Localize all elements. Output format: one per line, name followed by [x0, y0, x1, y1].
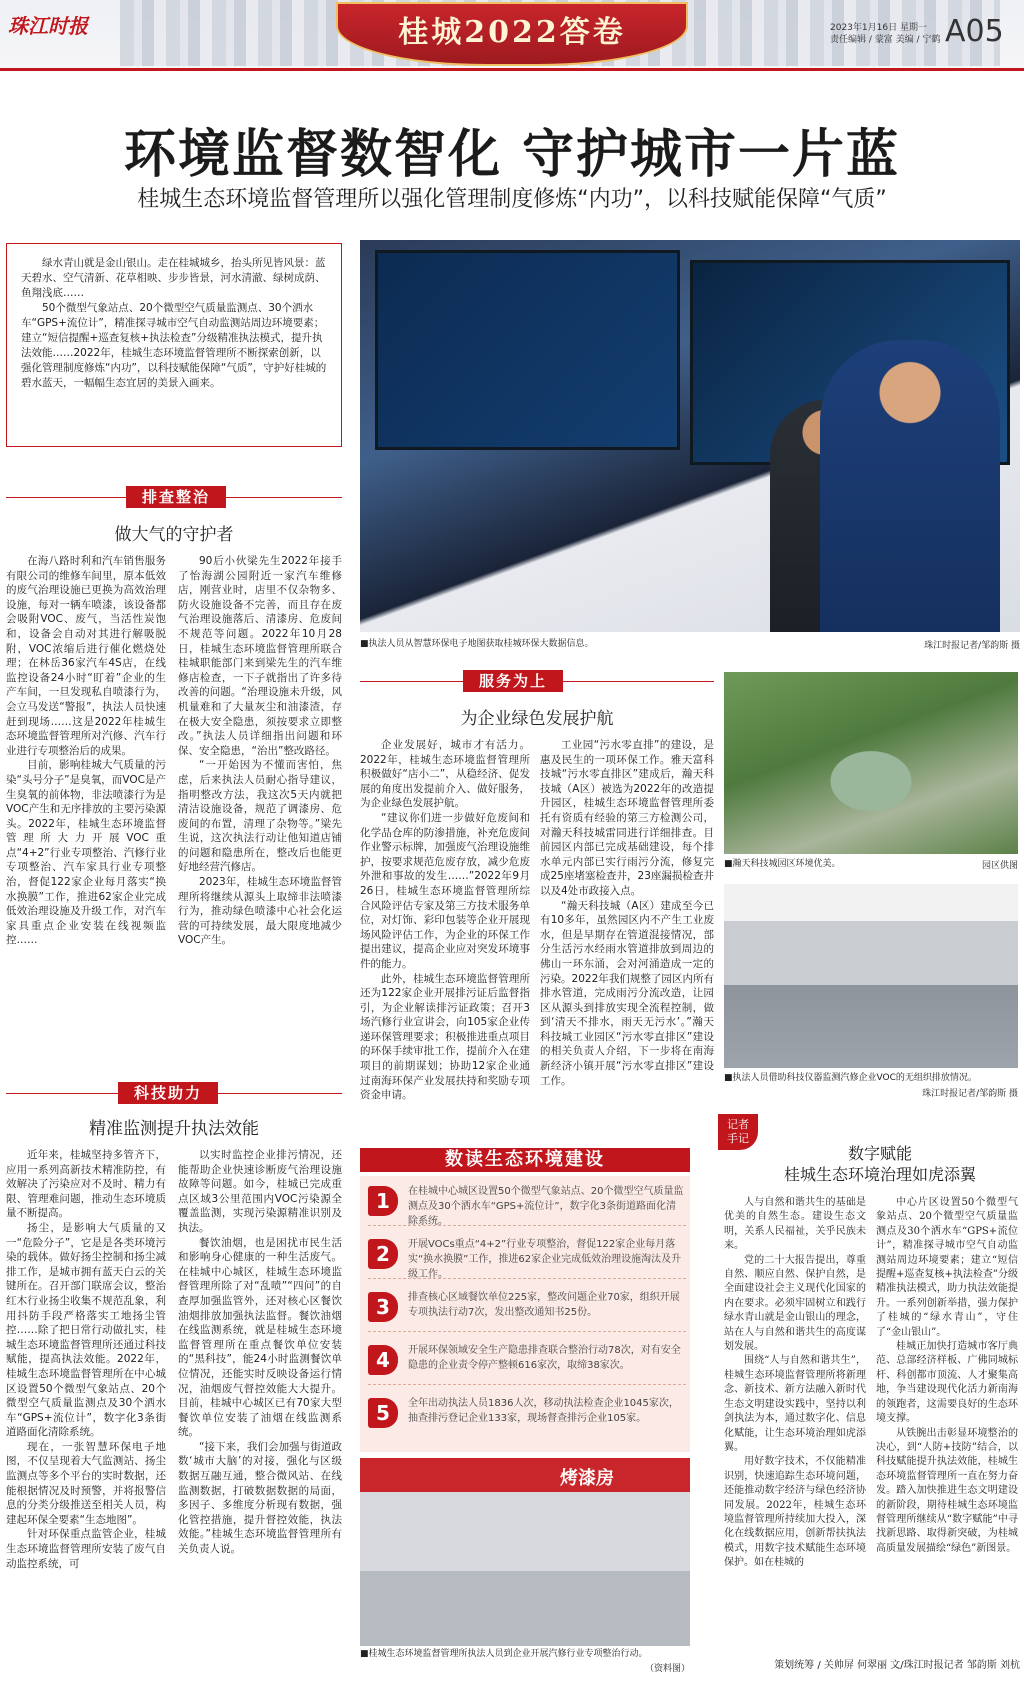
data-item-number: 5	[368, 1398, 398, 1428]
data-item	[368, 1233, 686, 1279]
photo-car-workshop	[724, 884, 1018, 1068]
body-paragraph: 在海八路时利和汽车销售服务有限公司的维修车间里，原本低效的废气治理设施已更换为高效治理设施，每对一辆车喷漆，该设备都会吸附VOC、废气，当活性炭饱和，设备会自动对其进行解吸脱附，VOC浓缩后进行催化燃烧处理；在林岳36家汽车4S店，在线监控设备24小时“盯着”企业的生产车间，一旦发现私自喷漆行为，会立马发送“警报”，执法人员快速赶到现场……这是2022年桂城生态环境监督管理所对汽修、汽车行业进行专项整治后的成果。	[6, 555, 166, 757]
photo-main-caption: ■执法人员从智慧环保电子地图获取桂城环保大数据信息。	[360, 639, 594, 649]
badge-text: 记者	[727, 1118, 749, 1131]
body-paragraph: 此外，桂城生态环境监督管理所还为122家企业开展排污证后监督指引，为企业解读排污证政策；召开3场汽修行业宣讲会，向105家企业传递环保管理要求；积极推进重点项目的环保手续审批工作，提前介入在建项目的前期谋划；协助12家企业通过南海环保产业发展扶持和奖励专项资金申请。	[360, 972, 530, 1102]
data-item-number: 4	[368, 1345, 398, 1375]
body-paragraph: 中心片区设置50个微型气象站点、20个微型空气质量监测点及30个洒水车“GPS+流位计”，精准探寻城市空气自动监测站周边环境要素；建立“短信提醒+巡查复核+执法检查”分级精准执法模式，助力执法效能提升。一系列创新举措，强力保护了桂城的“绿水青山”，守住了“金山银山”。	[876, 1197, 1018, 1338]
data-item	[368, 1339, 686, 1385]
intro-box	[6, 243, 342, 447]
note-title-line: 桂城生态环境治理如虎添翼	[783, 1165, 976, 1184]
body-paragraph: 从铁腕出击彰显环境整治的决心，到“人防+技防”结合，以科技赋能提升执法效能，桂城生态环境监督管理所一直在努力奋发。踏入加快推进生态文明建设的新阶段，期待桂城生态环境监督管理所继续从“数字赋能”中寻找新思路、取得新突破，为桂城高质量发展描绘“绿色”新图景。	[876, 1427, 1018, 1554]
body-paragraph: 党的二十大报告提出，尊重自然、顺应自然、保护自然，是全面建设社会主义现代化国家的内在要求。必须牢固树立和践行绿水青山就是金山银山的理念，站在人与自然和谐共生的高度谋划发展。	[724, 1254, 866, 1353]
photo-main-person	[820, 340, 1000, 632]
issue-date: 2023年1月16日 星期一	[830, 23, 927, 33]
data-panel-title: 数读生态环境建设	[360, 1148, 690, 1172]
paint-booth-sign: 烤漆房	[560, 1468, 614, 1489]
data-item-text: 排查核心区域餐饮单位225家，整改问题企业70家，组织开展专项执法行动7次，发出整改通知书25份。	[408, 1292, 680, 1318]
subheadline: 桂城生态环境监督管理所以强化管理制度修炼“内功”，以科技赋能保障“气质”	[137, 187, 887, 212]
photo-park	[724, 672, 1018, 854]
photo-main-screen	[375, 250, 680, 450]
headline: 环境监督数智化 守护城市一片蓝	[123, 125, 901, 185]
data-item-number: 2	[368, 1239, 398, 1269]
data-item-text: 开展环保领域安全生产隐患排查联合整治行动78次，对有安全隐患的企业责令停产整顿616家次，取缔38家次。	[408, 1345, 681, 1371]
section-title: 做大气的守护者	[114, 525, 234, 545]
body-paragraph: 现在，一张智慧环保电子地图，不仅呈现着大气监测站、扬尘监测点等多个平台的实时数据，还能根据情况及时预警，并将报警信息的分类分级推送至相关人员，构建起环保全要素“生态地图”。	[6, 1440, 166, 1526]
section-title: 精准监测提升执法效能	[89, 1119, 259, 1139]
body-paragraph: 2023年，桂城生态环境监督管理所将继续从源头上取缔非法喷漆行为，推动绿色喷漆中心社会化运营的可持续发展，最大限度地减少VOC产生。	[178, 876, 342, 947]
body-paragraph: 近年来，桂城坚持多管齐下，应用一系列高新技术精准防控，有效解决了污染应对不及时、精力有限、管理难问题，推动生态环境质量不断提高。	[6, 1149, 166, 1220]
footer-credits: 策划统筹 / 关帅屏 何翠丽 文/珠江时报记者 邹韵斯 刘杭	[774, 1660, 1020, 1671]
body-paragraph: 用好数字技术，不仅能精准识别，快速追踪生态环境问题，还能推动数字经济与绿色经济协同发展。2022年，桂城生态环境监督管理所持续加大投入，深化在线数据应用，创新帮扶执法模式，用数字技术赋能生态环境保护。如在桂城的	[724, 1456, 866, 1569]
masthead-rule	[0, 68, 1024, 71]
badge-text: 手记	[727, 1132, 749, 1145]
data-item	[368, 1180, 686, 1226]
body-paragraph: “接下来，我们会加强与街道政数‘城市大脑’的对接，强化与区级数据互融互通，整合微风站、在线监测数据，打破数据数据的局面，多因子、多维度分析现有数据，强化管控措施，提升督控效能，执法效能。”桂城生态环境监督管理所有关负责人说。	[178, 1440, 342, 1556]
note-column-b	[876, 1196, 1018, 1652]
section1-column-a	[6, 554, 166, 1044]
body-paragraph: 人与自然和谐共生的基础是优美的自然生态。建设生态文明，关系人民福祉，关乎民族未来。	[724, 1197, 866, 1252]
photo-park-caption: ■瀚天科技城园区环境优美。	[724, 859, 841, 869]
intro-paragraph: 绿水青山就是金山银山。走在桂城城乡，抬头所见皆风景：蓝天碧水、空气清新、花草相映、步步皆景，河水清澈、绿树成荫、鱼翔浅底……	[21, 257, 326, 299]
reporter-note-title	[740, 1143, 1020, 1185]
section3-column-a	[360, 738, 530, 1138]
body-paragraph: 针对环保重点监管企业，桂城生态环境监督管理所安装了废气自动监控系统，可	[6, 1528, 166, 1570]
body-paragraph: 企业发展好，城市才有活力。2022年，桂城生态环境监督管理所积极做好“店小二”，从稳经济、促发展的角度出发提前介入、做好服务，为企业绿色发展护航。	[360, 739, 530, 810]
body-paragraph: 餐饮油烟，也是困扰市民生活和影响身心健康的一种生活废气。在桂城中心城区，桂城生态环境监督管理所除了对“乱喷”“四问”的自查厚加强监管外，还对核心区餐饮油烟排放加强执法监督。餐饮油烟在线监测系统，就是桂城生态环境监督管理所在重点餐饮单位安装的“黑科技”，能24小时监测餐饮单位情况，还能实时反映设备运行情况，油烟废气督控效能大大提升。目前，桂城中心城区已有70家大型餐饮单位安装了油烟在线监测系统。	[178, 1236, 342, 1439]
page-number: A05	[945, 14, 1004, 49]
section-banner: 桂城2022答卷	[336, 2, 688, 66]
newspaper-logo: 珠江时报	[8, 14, 88, 38]
body-paragraph: 扬尘，是影响大气质量的又一“危险分子”，它是是各类环境污染的载体。做好扬尘控制和扬尘减排工作，是城市拥有蓝天白云的关键所在。召开部门联席会议，整治红木行业扬尘收集不规范乱象，利用抖防手段严格落实工地扬尘管控……除了把日常行动做扎实，桂城生态环境监督管理所还通过科技赋能，提高执法效能。2022年，桂城生态环境监督管理所在中心城区设置50个微型气象站点、20个微型空气质量监测点及30个洒水车“GPS+流位计”，数字化3条街道路面化清除系统。	[6, 1221, 166, 1439]
photo-park-credit: 园区供图	[981, 861, 1018, 871]
section2-column-a	[6, 1148, 166, 1674]
photo-shop-credit: （资料图）	[644, 1664, 690, 1674]
body-paragraph: 90后小伙梁先生2022年接手了怡海湖公园附近一家汽车维修店，刚营业时，店里不仅杂物多、防火设施设备不完善，而且存在废气治理设施落后、清漆房、危废间不规范等问题。2022年10月28日，桂城生态环境监督管理所联合桂城职能部门来到梁先生的汽车维修店检查，一下子就指出了许多待改善的问题。“治理设施未升级，风机量难和了大量灰尘和油漆渣，存在极大安全隐患，须按要求立即整改。”执法人员详细指出问题和环保、安全隐患，“治出”整改路径。	[178, 555, 342, 757]
section-tag: 科技助力	[118, 1082, 218, 1104]
section2-column-b	[178, 1148, 342, 1674]
photo-car-caption: ■执法人员借助科技仪器监测汽修企业VOC的无组织排放情况。	[724, 1073, 977, 1083]
body-paragraph: 围绕“人与自然和谐共生”，桂城生态环境监督管理所将新理念、新技术、新方法融入新时代生态文明建设实践中，坚持以利剑执法为本，通过数字化、信息化赋能，让生态环境治理如虎添翼。	[724, 1355, 866, 1453]
body-paragraph: 桂城正加快打造城市客厅典范、总部经济样板、广佛同城标杆、科创都市顶流、人才聚集高地，争当建设现代化活力新南海的领跑者，这需要良好的生态环境支撑。	[876, 1341, 1018, 1425]
body-paragraph: “一开始因为不懂而害怕，焦虑，后来执法人员耐心指导建议，指明整改方法，我这次5天内就把清洁设施设备，规范了调漆房、危废间的布置，清理了杂物等。”梁先生说，这次执法行动让他知道店铺的问题和隐患所在，整改后也能更好地经营汽修店。	[178, 759, 342, 874]
note-column-a	[724, 1196, 866, 1652]
section1-column-b	[178, 554, 342, 1044]
data-item-text: 在桂城中心城区设置50个微型气象站点、20个微型空气质量监测点及30个洒水车“GPS+流位计”，数字化3条街道路面化清除系统。	[408, 1186, 684, 1227]
photo-paint-booth	[360, 1458, 690, 1646]
photo-shop-caption: ■桂城生态环境监督管理所执法人员到企业开展汽修行业专项整治行动。	[360, 1649, 648, 1659]
body-paragraph: 工业园“污水零直排”的建设，是惠及民生的一项环保工作。雅天富科技城“污水零直排区”建成后，瀚天科技城（A区）被选为2022年的改造提升园区，桂城生态环境监督管理所委托有资质有经验的第三方检测公司，对瀚天科技城雷同进行详细排查。目前园区内部已完成基础建设，每个排水单元内部已实行雨污分流，修复完成25座堵塞检查井，23座漏损检查井以及4处市政接入点。	[540, 739, 714, 897]
note-title-line: 数字赋能	[847, 1144, 912, 1163]
data-item	[368, 1392, 686, 1438]
data-item-text: 全年出动执法人员1836人次，移动执法检查企业1045家次，抽查排污登记企业133家，现场督查排污企业105家。	[408, 1398, 679, 1424]
body-paragraph: “瀚天科技城（A区）建成至今已有10多年，虽然园区内不产生工业废水，但是早期存在管道混接情况，部分生活污水经雨水管道排放到周边的佛山一环东涌，会对河涌造成一定的污染。2022年我们规整了园区内所有排水管道，完成雨污分流改造，让园区从源头到排放实现全流程控制，做到‘清天不排水，雨天无污水’。”瀚天科技城工业园区“污水零直排区”建设的相关负责人介绍，下一步将在南海新经济小镇开展“污水零直排区”建设工作。	[540, 899, 714, 1087]
photo-main-credit: 珠江时报记者/邹韵斯 摄	[924, 641, 1020, 651]
editor-credit: 责任编辑 / 蒙富 美编 / 宁鹤	[830, 35, 941, 45]
data-item-number: 3	[368, 1292, 398, 1322]
body-paragraph: 以实时监控企业排污情况，还能帮助企业快速诊断废气治理设施故障等问题。如今，桂城已完成重点区域3公里范围内VOC污染源全覆盖监测，实现污染源精准识别及执法。	[178, 1149, 342, 1234]
section-title: 为企业绿色发展护航	[460, 709, 614, 729]
data-item	[368, 1286, 686, 1332]
section-tag: 排查整治	[126, 486, 226, 508]
section3-column-b	[540, 738, 714, 1138]
intro-paragraph: 50个微型气象站点、20个微型空气质量监测点、30个洒水车“GPS+流位计”，精准探寻城市空气自动监测站周边环境要素；建立“短信提醒+巡查复核+执法检查”分级精准执法模式，提升执法效能……2022年，桂城生态环境监督管理所不断探索创新，以强化管理制度修炼“内功”，以科技赋能保障“气质”，守护好桂城的碧水蓝天，一幅幅生态宜居的美景入画来。	[21, 302, 327, 389]
section-tag: 服务为上	[463, 670, 563, 692]
body-paragraph: 目前，影响桂城大气质量的污染“头号分子”是臭氧，而VOC是产生臭氧的前体物，非法喷漆行为是VOC产生和无序排放的主要污染源头。2022年，桂城生态环境监督管理所大力开展VOC重点“4+2”行业专项整治、汽修行业专项整治、汽车家具行业专项整治，督促122家企业每月落实“换水换膜”工作，推进62家企业完成低效治理设施及升级工作，对汽车家具重点企业安装在线视频监控……	[6, 759, 166, 947]
data-item-text: 开展VOCs重点“4+2”行业专项整治，督促122家企业每月落实“换水换膜”工作，推进62家企业完成低效治理设施淘汰及升级工作。	[408, 1239, 682, 1280]
dateline	[830, 22, 940, 46]
data-item-number: 1	[368, 1186, 398, 1216]
photo-car-credit: 珠江时报记者/邹韵斯 摄	[922, 1089, 1018, 1099]
body-paragraph: “建议你们进一步做好危废间和化学品仓库的防渗措施，补充危废间作业警示标牌，加强废气治理设施维护，按要求规范危废存放，减少危废外泄和事故的发生……”2022年9月26日，桂城生态环境监督管理所综合风险评估专家及第三方技术服务单位，对灯饰、彩印包装等企业开展现场风险评估工作，为企业的环保工作提出建议，提高企业应对突发环境事件的能力。	[360, 811, 530, 970]
